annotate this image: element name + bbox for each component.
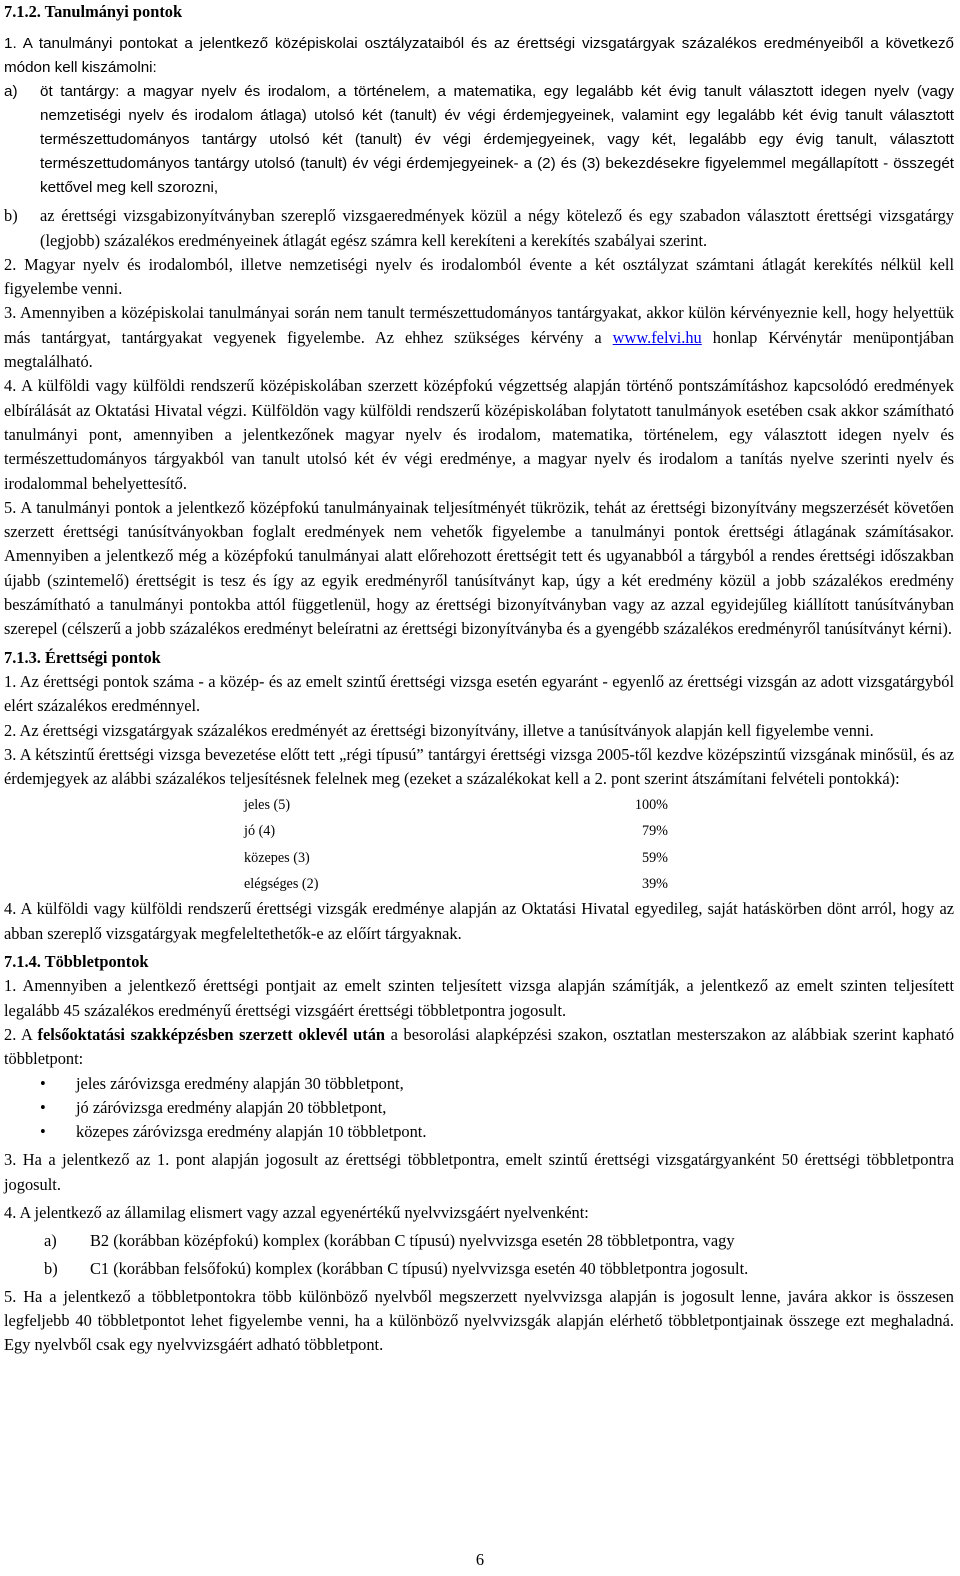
list-label: b) <box>4 206 18 226</box>
felvi-link[interactable]: www.felvi.hu <box>612 327 702 347</box>
paragraph: 5. Ha a jelentkező a többletpontokra több különböző nyelvből megszerzett nyelvvizsga alapján is jogosult lenne, javára akkor is összesen legfeljebb 40 többletpontot lehet figyelembe venni, ha a különböző nyelvvizsgák alapján elérhető többletpontjainak összege ezt meghaladná. Egy nyelvből csak egy nyelvvizsgáért adható többletpont. <box>4 1286 954 1355</box>
paragraph: 2. Az érettségi vizsgatárgyak százalékos eredményét az érettségi bizonyítvány, illetve a tanúsítványok alapján kell figyelembe venni. <box>4 720 874 740</box>
list-text: öt tantárgy: a magyar nyelv és irodalom, a történelem, a matematika, egy legalább két évig tanult választott idegen nyelv (vagy nemzetiségi nyelv és irodalom átlaga) utolsó két (tanult) év végi érdemjegyeinek, valamint egy legalább két évig tanult választott természettudományos tantárgy utolsó két (tanult) év végi érdemjegyeinek, vagy két, legalább egy évig tanult, választott természettudományos tantárgy utolsó (tanult) év végi érdemjegyeinek- a (2) és (3) bekezdésekre figyelemmel megállapított - összegét kettővel meg kell szorozni, <box>40 83 954 197</box>
paragraph-text: 3. Amennyiben a középiskolai tanulmányai során nem tanult természettudományos tantárgyakat, akkor külön kérvényeznie kell, hogy helyettük más tantárgyat, tantárgyakat vegyenek figyelembe. Az ehhez szükséges kérvény a <box>4 303 954 347</box>
paragraph <box>4 1023 954 1072</box>
grade-cell: jó (4) <box>244 823 276 840</box>
paragraph-text: honlap Kérvénytár menüpontjában megtalálható. <box>4 327 954 372</box>
paragraph: 4. A külföldi vagy külföldi rendszerű érettségi vizsgák eredménye alapján az Oktatási Hivatal egyedileg, saját hatáskörben dönt arról, hogy az abban szereplő vizsgatárgyak megfeleltethetők-e az előírt tárgyaknak. <box>4 899 954 943</box>
paragraph: 1. Amennyiben a jelentkező érettségi pontjait az emelt szinten teljesített vizsga alapján számítják, a jelentkező az emelt szinten teljesített legalább 45 százalékos eredményű érettségi vizsgáért érettségi többletpontra jogosult. <box>4 976 954 1020</box>
paragraph <box>4 301 954 374</box>
grade-cell: jeles (5) <box>244 796 291 813</box>
grade-cell: közepes (3) <box>244 849 310 866</box>
list-text: B2 (korábban középfokú) komplex (korábban C típusú) nyelvvizsga esetén 28 többletpontra, vagy <box>90 1231 735 1251</box>
paragraph: 1. A tanulmányi pontokat a jelentkező középiskolai osztályzataiból és az érettségi vizsgatárgyak százalékos eredményeiből a következő módon kell kiszámolni: <box>4 35 954 77</box>
document-page <box>4 0 954 1358</box>
grade-conversion-table <box>244 791 668 897</box>
paragraph: 3. Ha a jelentkező az 1. pont alapján jogosult az érettségi többletpontra, emelt szintű érettségi vizsgatárgyanként 50 érettségi többletpontra jogosult. <box>4 1150 954 1194</box>
percent-cell: 39% <box>641 876 668 893</box>
bold-phrase: felsőoktatási szakképzésben szerzett oklevél után <box>37 1024 386 1044</box>
percent-cell: 59% <box>641 849 668 866</box>
list-item <box>4 1120 954 1144</box>
list-label: b) <box>44 1258 58 1278</box>
bullet-icon: • <box>40 1122 46 1142</box>
table-row <box>244 844 668 871</box>
list-label: a) <box>4 83 18 101</box>
table-row <box>244 818 668 845</box>
grade-cell: elégséges (2) <box>244 876 319 893</box>
list-label: a) <box>44 1231 57 1251</box>
list-item <box>4 1096 954 1120</box>
list-text: jó záróvizsga eredmény alapján 20 többletpont, <box>76 1097 387 1117</box>
list-item <box>4 80 954 200</box>
paragraph: 5. A tanulmányi pontok a jelentkező középfokú tanulmányainak teljesítményét tükrözik, tehát az érettségi bizonyítvány megszerzését követően szerzett érettségi tanúsítványokban foglalt eredmények nem vehetők figyelembe a tanulmányi pontok érettségi átlagának számításakor. Amennyiben a jelentkező még a középfokú tanulmányai alatt előrehozott érettségit tett és ugyanabból a tárgyból a rendes érettségi időszakban újabb (szintemelő) érettségit is tesz és így az egyik eredményről tanúsítványt kap, úgy a két eredmény közül a jobb százalékos eredmény beszámítható a tanulmányi pontokba attól függetlenül, hogy az érettségi bizonyítványban vagy az azzal egyidejűleg kiállított tanúsítványban szerepel (célszerű a jobb százalékos eredményt beleíratni az érettségi bizonyítványba és a gyengébb százalékos eredményről tanúsítványt kérni). <box>4 497 954 639</box>
list-text: jeles záróvizsga eredmény alapján 30 többletpont, <box>76 1073 404 1093</box>
paragraph: 4. A jelentkező az államilag elismert vagy azzal egyenértékű nyelvvizsgáért nyelvenként: <box>4 1202 589 1222</box>
list-text: közepes záróvizsga eredmény alapján 10 többletpont. <box>76 1122 427 1142</box>
list-item <box>4 1072 954 1096</box>
bullet-icon: • <box>40 1073 46 1093</box>
section-heading-7-1-4: 7.1.4. Többletpontok <box>4 952 149 972</box>
paragraph: 4. A külföldi vagy külföldi rendszerű középiskolában szerzett középfokú végzettség alapján történő pontszámításhoz kapcsolódó eredmények elbírálását az Oktatási Hivatal végzi. Külföldön vagy külföldi rendszerű középiskolában folytatott tanulmányok esetében csak akkor számítható tanulmányi pont, amennyiben a jelentkezőnek magyar nyelv és irodalom, matematika, történelem, egy választott idegen nyelv és természettudományos tárgyakból van tanult utolsó két év végi eredménye, a magyar nyelv és irodalom a tanítás nyelve szerinti nyelv és irodalommal behelyettesítő. <box>4 376 954 493</box>
percent-cell: 79% <box>641 823 668 840</box>
list-item <box>4 1229 954 1253</box>
list-item <box>4 204 954 253</box>
list-text: az érettségi vizsgabizonyítványban szereplő vizsgaeredmények közül a négy kötelező és egy szabadon választott érettségi vizsgatárgy (legjobb) százalékos eredményeinek átlagát egész számra kell kerekíteni a kerekítés szabályai szerint. <box>40 206 954 250</box>
paragraph: 1. Az érettségi pontok száma - a közép- és az emelt szintű érettségi vizsga esetén egyaránt - egyenlő az érettségi vizsgán az adott vizsgatárgyból elért százalékos eredménnyel. <box>4 671 954 716</box>
paragraph-text: 2. A <box>4 1024 38 1044</box>
paragraph: 3. A kétszintű érettségi vizsga bevezetése előtt tett „régi típusú” tantárgyi érettségi vizsga 2005-től kezdve középszintű vizsgának minősül, és az érdemjegyek az alábbi százalékos teljesítésnek felelnek meg (ezeket a százalékokat kell a 2. pont szerint átszámítani felvételi pontokká): <box>4 744 954 789</box>
percent-cell: 100% <box>634 796 668 813</box>
section-heading-7-1-3: 7.1.3. Érettségi pontok <box>4 647 161 667</box>
bullet-list <box>4 1072 954 1145</box>
page-number: 6 <box>475 1550 485 1569</box>
paragraph-text: a besorolási alapképzési szakon, osztatlan mesterszakon az alábbiak szerint kapható többletpont: <box>4 1024 955 1069</box>
paragraph: 2. Magyar nyelv és irodalomból, illetve nemzetiségi nyelv és irodalomból évente a két osztályzat számtani átlagát kerekítés nélkül kell figyelembe venni. <box>4 254 954 299</box>
bullet-icon: • <box>40 1097 46 1117</box>
table-row <box>244 871 668 898</box>
list-item <box>4 1257 954 1281</box>
list-text: C1 (korábban felsőfokú) komplex (korábban C típusú) nyelvvizsga esetén 40 többletpontra jogosult. <box>90 1258 749 1278</box>
section-heading-7-1-2: 7.1.2. Tanulmányi pontok <box>4 2 183 21</box>
table-row <box>244 791 668 818</box>
